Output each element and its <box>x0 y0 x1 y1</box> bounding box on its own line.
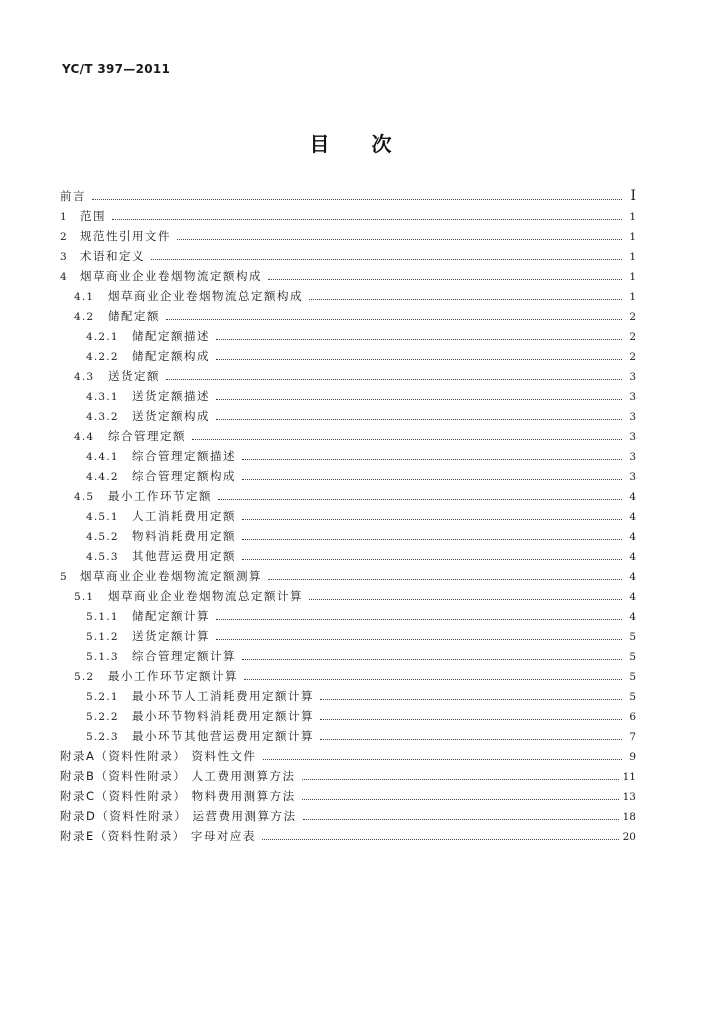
toc-dot-leader <box>177 239 622 240</box>
toc-page-number: 2 <box>629 311 636 323</box>
toc-dot-leader <box>320 739 622 740</box>
toc-dot-leader <box>262 839 619 840</box>
toc-entry[interactable] <box>60 266 636 286</box>
toc-entry-title: 最小工作环节定额计算 <box>108 669 238 683</box>
toc-page-number: 4 <box>629 611 636 623</box>
toc-entry[interactable] <box>60 586 636 606</box>
toc-entry[interactable] <box>60 186 636 206</box>
toc-entry[interactable] <box>60 366 636 386</box>
title-char-1: 目 <box>309 132 330 156</box>
toc-entry-title: 送货定额 <box>108 369 160 383</box>
toc-entry[interactable] <box>60 386 636 406</box>
toc-page-number: 4 <box>629 511 636 523</box>
toc-page-number: 2 <box>629 331 636 343</box>
toc-page-number: 3 <box>629 471 636 483</box>
toc-dot-leader <box>216 619 622 620</box>
toc-dot-leader <box>192 439 622 440</box>
toc-page-number: 13 <box>622 791 636 803</box>
toc-entry[interactable] <box>60 666 636 686</box>
toc-entry-title: 送货定额计算 <box>132 629 210 643</box>
toc-dot-leader <box>303 819 619 820</box>
toc-entry[interactable] <box>60 746 636 766</box>
toc-entry[interactable] <box>60 506 636 526</box>
toc-entry[interactable] <box>60 606 636 626</box>
toc-entry[interactable] <box>60 526 636 546</box>
toc-entry[interactable] <box>60 806 636 826</box>
toc-entry-title: 储配定额计算 <box>132 609 210 623</box>
toc-page-number: 3 <box>629 391 636 403</box>
toc-entry[interactable] <box>60 706 636 726</box>
toc-dot-leader <box>216 419 622 420</box>
toc-entry-number: 4.2 <box>74 311 95 323</box>
toc-page-number: 3 <box>629 431 636 443</box>
toc-page-number: 1 <box>629 271 636 283</box>
toc-dot-leader <box>242 559 622 560</box>
toc-entry-title: 最小工作环节定额 <box>108 489 212 503</box>
table-of-contents <box>60 186 636 846</box>
toc-entry-title: 人工消耗费用定额 <box>132 509 236 523</box>
toc-entry-number: 4.3.1 <box>86 391 119 403</box>
toc-entry-title: 综合管理定额描述 <box>132 449 236 463</box>
toc-dot-leader <box>216 639 622 640</box>
toc-entry-number: 5.2.3 <box>86 731 119 743</box>
toc-entry-title: 范围 <box>80 209 106 223</box>
toc-dot-leader <box>309 299 622 300</box>
toc-entry[interactable] <box>60 686 636 706</box>
toc-entry[interactable] <box>60 566 636 586</box>
toc-entry[interactable] <box>60 486 636 506</box>
toc-dot-leader <box>216 339 622 340</box>
toc-entry-number: 4.5.3 <box>86 551 119 563</box>
toc-dot-leader <box>320 719 622 720</box>
toc-entry-number: 4.2.2 <box>86 351 119 363</box>
toc-entry-title: 送货定额构成 <box>132 409 210 423</box>
toc-dot-leader <box>242 659 622 660</box>
toc-entry[interactable] <box>60 786 636 806</box>
toc-dot-leader <box>320 699 622 700</box>
toc-entry-title: 附录A（资料性附录） 资料性文件 <box>60 749 257 763</box>
toc-page-number: 3 <box>629 451 636 463</box>
toc-page-number: 4 <box>629 591 636 603</box>
toc-page-number: 4 <box>629 571 636 583</box>
toc-entry-title: 综合管理定额计算 <box>132 649 236 663</box>
toc-entry[interactable] <box>60 346 636 366</box>
toc-entry[interactable] <box>60 546 636 566</box>
toc-entry-title: 术语和定义 <box>80 249 145 263</box>
toc-dot-leader <box>244 679 622 680</box>
toc-entry-number: 2 <box>60 231 68 243</box>
toc-entry[interactable] <box>60 626 636 646</box>
toc-entry[interactable] <box>60 286 636 306</box>
toc-dot-leader <box>151 259 622 260</box>
toc-entry[interactable] <box>60 226 636 246</box>
toc-entry[interactable] <box>60 766 636 786</box>
toc-page-number: 5 <box>629 651 636 663</box>
toc-dot-leader <box>112 219 622 220</box>
toc-entry-title: 附录D（资料性附录） 运营费用测算方法 <box>60 809 297 823</box>
toc-entry[interactable] <box>60 206 636 226</box>
toc-entry-number: 5.1 <box>74 591 95 603</box>
toc-entry-title: 烟草商业企业卷烟物流定额测算 <box>80 569 262 583</box>
toc-page-number: 1 <box>629 251 636 263</box>
toc-dot-leader <box>302 799 619 800</box>
toc-entry-title: 其他营运费用定额 <box>132 549 236 563</box>
toc-page-number: 5 <box>629 671 636 683</box>
toc-entry-title: 附录E（资料性附录） 字母对应表 <box>60 829 256 843</box>
toc-entry-title: 烟草商业企业卷烟物流总定额计算 <box>108 589 303 603</box>
toc-dot-leader <box>263 759 622 760</box>
toc-entry-title: 储配定额描述 <box>132 329 210 343</box>
toc-entry-title: 烟草商业企业卷烟物流总定额构成 <box>108 289 303 303</box>
toc-page-number: 6 <box>629 711 636 723</box>
toc-entry[interactable] <box>60 246 636 266</box>
toc-entry-number: 4.2.1 <box>86 331 119 343</box>
toc-dot-leader <box>309 599 622 600</box>
toc-dot-leader <box>302 779 619 780</box>
toc-entry-title: 最小环节其他营运费用定额计算 <box>132 729 314 743</box>
toc-dot-leader <box>242 539 622 540</box>
toc-entry-title: 综合管理定额构成 <box>132 469 236 483</box>
toc-entry-number: 4.4 <box>74 431 95 443</box>
toc-page-number: 20 <box>622 831 636 843</box>
toc-page-number: 4 <box>629 551 636 563</box>
toc-entry-number: 5.2.1 <box>86 691 119 703</box>
toc-entry-title: 储配定额构成 <box>132 349 210 363</box>
toc-entry-title: 附录B（资料性附录） 人工费用测算方法 <box>60 769 296 783</box>
toc-page-number: Ⅰ <box>630 188 636 204</box>
toc-page-number: 1 <box>629 211 636 223</box>
toc-entry-number: 5 <box>60 571 68 583</box>
toc-page-number: 9 <box>629 751 636 763</box>
toc-dot-leader <box>216 399 622 400</box>
toc-entry-number: 4.3.2 <box>86 411 119 423</box>
toc-page-number: 3 <box>629 371 636 383</box>
toc-page-number: 4 <box>629 531 636 543</box>
toc-dot-leader <box>216 359 622 360</box>
toc-page-number: 5 <box>629 691 636 703</box>
toc-entry-number: 4 <box>60 271 68 283</box>
toc-entry[interactable] <box>60 646 636 666</box>
toc-dot-leader <box>92 199 622 200</box>
toc-page-number: 2 <box>629 351 636 363</box>
toc-dot-leader <box>242 459 622 460</box>
toc-entry-number: 5.1.3 <box>86 651 119 663</box>
toc-entry-title: 最小环节物料消耗费用定额计算 <box>132 709 314 723</box>
toc-entry-title: 规范性引用文件 <box>80 229 171 243</box>
toc-entry-number: 5.1.1 <box>86 611 119 623</box>
toc-page-number: 7 <box>629 731 636 743</box>
toc-entry-number: 4.5.1 <box>86 511 119 523</box>
toc-entry-title: 综合管理定额 <box>108 429 186 443</box>
toc-entry[interactable] <box>60 446 636 466</box>
toc-page-number: 5 <box>629 631 636 643</box>
toc-dot-leader <box>268 579 622 580</box>
document-code: YC/T 397—2011 <box>62 62 171 76</box>
toc-entry-number: 4.4.2 <box>86 471 119 483</box>
toc-page-number: 1 <box>629 231 636 243</box>
title-char-2: 次 <box>371 132 392 156</box>
toc-page-number: 3 <box>629 411 636 423</box>
toc-entry-title: 前言 <box>60 189 86 203</box>
toc-entry-title: 物料消耗费用定额 <box>132 529 236 543</box>
toc-entry-title: 附录C（资料性附录） 物料费用测算方法 <box>60 789 296 803</box>
toc-page-number: 1 <box>629 291 636 303</box>
toc-entry-number: 4.5 <box>74 491 95 503</box>
toc-entry-number: 1 <box>60 211 68 223</box>
toc-dot-leader <box>242 479 622 480</box>
toc-dot-leader <box>242 519 622 520</box>
toc-entry-title: 烟草商业企业卷烟物流定额构成 <box>80 269 262 283</box>
toc-entry[interactable] <box>60 826 636 846</box>
toc-dot-leader <box>166 319 622 320</box>
toc-entry-number: 5.2 <box>74 671 95 683</box>
toc-entry-number: 4.4.1 <box>86 451 119 463</box>
toc-dot-leader <box>166 379 622 380</box>
toc-entry[interactable] <box>60 466 636 486</box>
toc-entry-number: 4.3 <box>74 371 95 383</box>
toc-entry[interactable] <box>60 306 636 326</box>
toc-dot-leader <box>218 499 622 500</box>
toc-entry-title: 最小环节人工消耗费用定额计算 <box>132 689 314 703</box>
toc-entry-number: 5.2.2 <box>86 711 119 723</box>
toc-page-number: 11 <box>622 771 636 783</box>
toc-entry-number: 5.1.2 <box>86 631 119 643</box>
toc-page-number: 4 <box>629 491 636 503</box>
toc-page-number: 18 <box>622 811 636 823</box>
toc-dot-leader <box>268 279 622 280</box>
toc-entry-number: 4.1 <box>74 291 95 303</box>
toc-entry[interactable] <box>60 406 636 426</box>
toc-entry-number: 4.5.2 <box>86 531 119 543</box>
page-title <box>0 128 701 157</box>
toc-entry-number: 3 <box>60 251 68 263</box>
toc-entry-title: 送货定额描述 <box>132 389 210 403</box>
toc-entry[interactable] <box>60 726 636 746</box>
toc-entry-title: 储配定额 <box>108 309 160 323</box>
toc-entry[interactable] <box>60 326 636 346</box>
toc-entry[interactable] <box>60 426 636 446</box>
